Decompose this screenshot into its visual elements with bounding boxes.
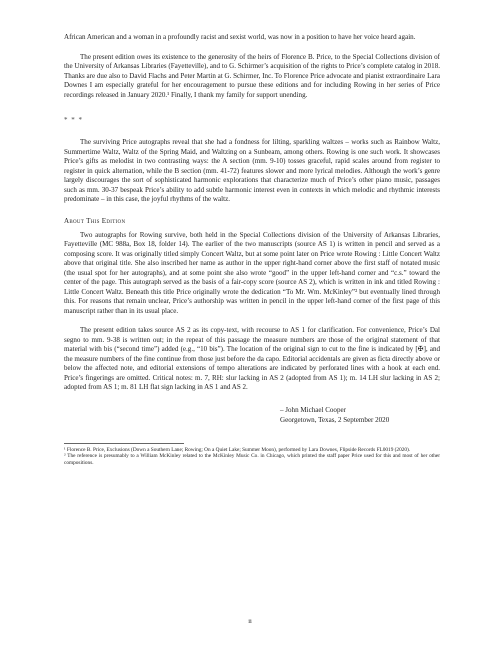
footnote-1: ¹ Florence B. Price, Exclusions (Down a Southern Lane; Rowing; On a Quiet Lake; Summer Moon), performed by Lara Downes, Flipside Records FL0019 (2020). <box>64 446 411 453</box>
paragraph-edition-notes: The present edition takes source AS 2 as its copy-text, with recourse to AS 1 for clarification. For convenience, Price’s Dal segno to mm. 9-38 is written out; in the repeat of this passage the measure numbers are those of the original statement of that material with bis (“second time”) added (e.g., “10 bis”). The location of the original sign to cut to the fine is indicated by [✠], and the measure numbers of the fine continue from those just before the da capo. Editorial accidentals are given as ficta directly above or below the affected note, and editorial extensions of tempo alterations are indicated by perforated lines with a hook at each end. Price’s fingerings are omitted. Critical notes: m. 7, RH: slur lacking in AS 2 (adopted from AS 1); m. 14 LH slur lacking in AS 2; adopted from AS 1; m. 81 LH flat sign lacking in AS 1 and AS 2. <box>64 326 440 391</box>
document-page <box>64 0 440 467</box>
footnote-rule <box>64 443 184 444</box>
paragraph-acknowledgments: The present edition owes its existence to the generosity of the heirs of Florence B. Price, to the Special Collections division of the University of Arkansas Libraries (Fayetteville), and to G. Schirmer’s acquisition of the rights to Price’s complete catalog in 2018. Thanks are due also to David Flachs and Peter Martin at G. Schirmer, Inc. To Florence Price advocate and pianist extraordinaire Lara Downes I am especially grateful for her encouragement to pursue these editions and for including Rowing in her series of Price recordings released in January 2020.¹ Finally, I thank my family for support unending. <box>64 52 440 99</box>
signature-block <box>280 405 440 425</box>
section-divider: * * * <box>64 116 83 124</box>
paragraph-autographs: Two autographs for Rowing survive, both held in the Special Collections division of the University of Arkansas Libraries, Fayetteville (MC 988a, Box 18, folder 14). The earlier of the two manuscripts (source AS 1) is written in pencil and served as a composing score. It was originally titled simply Concert Waltz, but at some point later on Price wrote Rowing : Little Concert Waltz above that original title. She also inscribed her name as author in the upper right-hand corner above the first staff of notated music (the usual spot for her autographs), and at some point she also wrote “good” in the upper left-hand corner and “c.s.” toward the center of the page. This autograph served as the basis of a fair-copy score (source AS 2), which is written in ink and titled Rowing : Little Concert Waltz. Beneath this title Price originally wrote the dedication “To Mr. Wm. McKinley”² but eventually lined through this. For reasons that remain unclear, Price’s authorship was written in pencil in the upper left-hand corner of the first page of this manuscript rather than in its usual place. <box>64 230 440 315</box>
footnote-2: ² The reference is presumably to a William McKinley related to the McKinley Music Co. in Chicago, which printed the staff paper Price used for this and most of her other compositions. <box>64 453 440 467</box>
section-heading: About This Edition <box>64 216 126 225</box>
paragraph-intro-end: African American and a woman in a profoundly racist and sexist world, was now in a position to have her voice heard again. <box>64 33 416 41</box>
page-number: ii <box>248 618 252 625</box>
paragraph-waltzes: The surviving Price autographs reveal that she had a fondness for lilting, sparkling waltzes – works such as Rainbow Waltz, Summertime Waltz, Waltz of the Spring Maid, and Waltzing on a Sunbeam, among others. Rowing is one such work. It showcases Price’s gifts as melodist in two contrasting ways: the A section (mm. 9-10) tosses graceful, rapid scales around from register to register in quick alternation, while the B section (mm. 41-72) features slower and more lyrical melodies. Although the work’s genre largely discourages the sort of sophisticated harmonic explorations that characterize much of Price’s other piano music, passages such as mm. 30-37 bespeak Price’s ability to add subtle harmonic interest even in contexts in which melodic and rhythmic interests predominate – in this case, the joyful rhythms of the waltz. <box>64 138 440 203</box>
signature-name: – John Michael Cooper <box>280 405 346 414</box>
signature-place-date: Georgetown, Texas, 2 September 2020 <box>280 415 390 424</box>
